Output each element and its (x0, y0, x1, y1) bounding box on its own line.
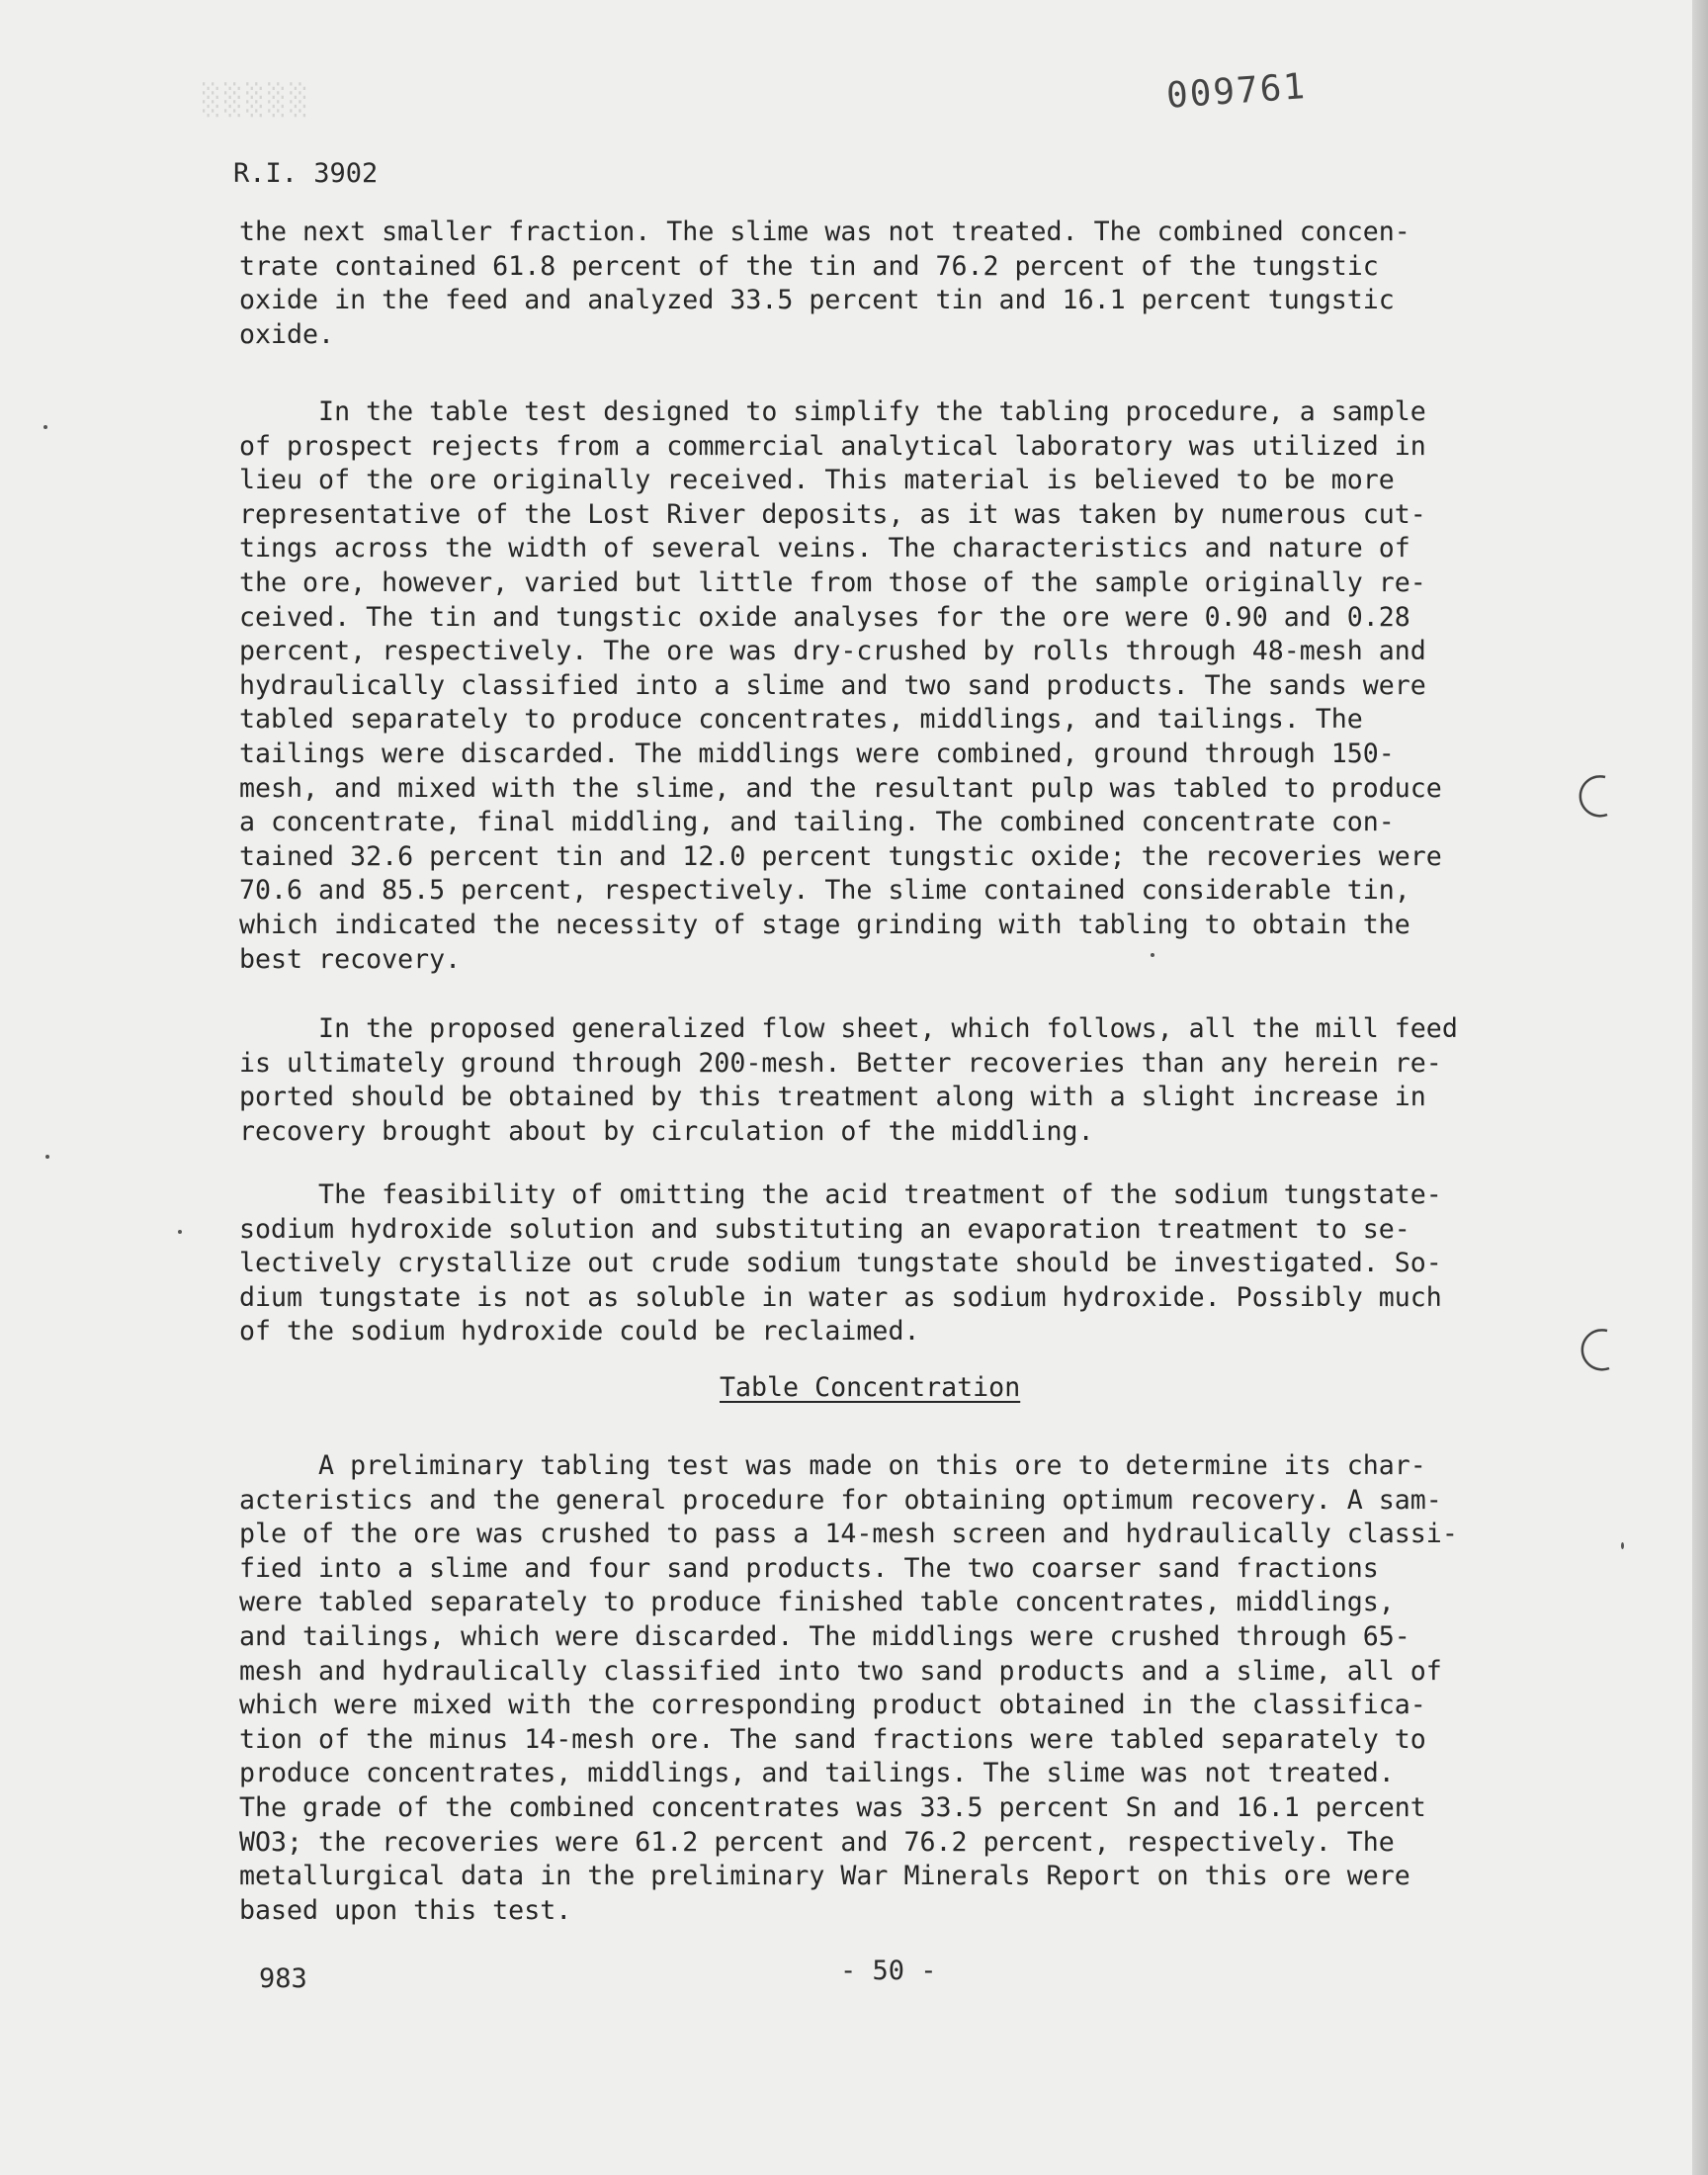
page-number: - 50 - (840, 1956, 937, 1986)
scan-speck (178, 1230, 182, 1234)
document-number: 009761 (1164, 66, 1309, 117)
scan-edge (1692, 0, 1708, 2175)
footer-code: 983 (259, 1963, 307, 1994)
scan-speck (43, 425, 47, 429)
report-identifier: R.I. 3902 (233, 158, 379, 189)
paragraph-preliminary-test: A preliminary tabling test was made on this ore to determine its char- acteristics and the general procedure for obtaining optimum recovery. A sam- ple of the ore was crushed to pass a 14-mesh screen and hydraulically classi- fied into a slime and four sand products. The two coarser sand fractions were tabled separately to produce finished table concentrates, middlings, and tailings, which were discarded. The middlings were crushed through 65- mesh and hydraulically classified into two sand products and a slime, all of which were mixed with the corresponding product obtained in the classifica- tion of the minus 14-mesh ore. The sand fractions were tabled separately to produce concentrates, middlings, and tailings. The slime was not treated. The grade of the combined concentrates was 33.5 percent Sn and 16.1 percent WO3; the recoveries were 61.2 percent and 76.2 percent, respectively. The metallurgical data in the preliminary War Minerals Report on this ore were based upon this test. (239, 1450, 1458, 1926)
scan-speck (1151, 953, 1154, 957)
paragraph-continuation: the next smaller fraction. The slime was not treated. The combined concen- trate contained 61.8 percent of the tin and 76.2 percent of the tungstic oxide in the feed and analyzed 33.5 percent tin and 16.1 percent tungstic oxide. (239, 217, 1410, 350)
paragraph-feasibility: The feasibility of omitting the acid treatment of the sodium tungstate- sodium hydroxide solution and substituting an evaporation treatment to se- lectively crystallize out crude sodium tungstate should be investigated. So- dium tungstate is not as soluble in water as sodium hydroxide. Possibly much of the sodium hydroxide could be reclaimed. (239, 1179, 1442, 1348)
paragraph-flow-sheet: In the proposed generalized flow sheet, which follows, all the mill feed is ultimately ground through 200-mesh. Better recoveries than any herein re- ported should be obtained by this treatment along with a slight increase in recovery brought about by circulation of the middling. (239, 1013, 1458, 1147)
scan-speck (1621, 1542, 1624, 1549)
punch-hole-icon (1578, 1325, 1615, 1374)
paragraph-table-test: In the table test designed to simplify the tabling procedure, a sample of prospect rejects from a commercial analytical laboratory was utilized in lieu of the ore originally received. This material is believed to be more representative of the Lost River deposits, as it was taken by numerous cut- tings across the width of several veins. The characteristics and nature of the ore, however, varied but little from those of the sample originally re- ceived. The tin and tungstic oxide analyses for the ore were 0.90 and 0.28 percent, respectively. The ore was dry-crushed by rolls through 48-mesh and hydraulically classified into a slime and two sand products. The sands were tabled separately to produce concentrates, middlings, and tailings. The tailings were discarded. The middlings were combined, ground through 150- mesh, and mixed with the slime, and the resultant pulp was tabled to produce a concentrate, final middling, and tailing. The combined concentrate con- tained 32.6 percent tin and 12.0 percent tungstic oxide; the recoveries were 70.6 and 85.5 percent, respectively. The slime contained considerable tin, which indicated the necessity of stage grinding with tabling to obtain the best recovery. (239, 396, 1442, 975)
scan-speck (45, 1155, 49, 1159)
bleed-through-mark: ░░░░░ (203, 83, 312, 118)
section-heading: Table Concentration (720, 1372, 1021, 1403)
punch-hole-icon (1576, 771, 1613, 821)
